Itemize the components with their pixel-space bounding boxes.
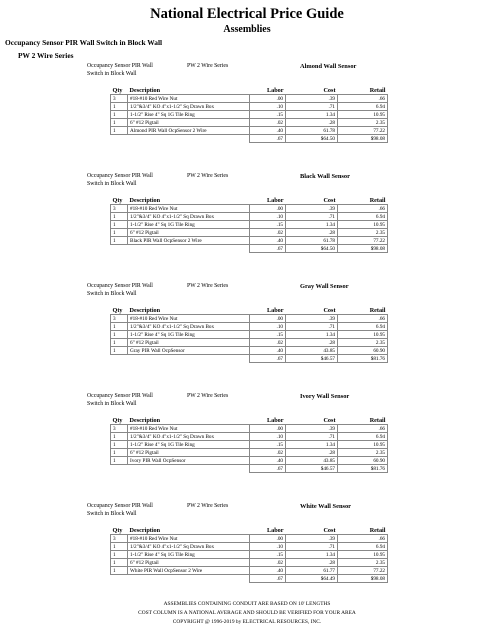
assembly-wire-series: PW 2 Wire Series xyxy=(187,503,229,509)
column-header-labor: Labor xyxy=(266,416,284,424)
column-header-cost: Cost xyxy=(323,196,336,204)
cell-labor: .40 xyxy=(250,567,286,575)
total-row xyxy=(111,245,388,253)
cell-description: Ivory PIR Wall OcpSensor xyxy=(128,457,250,465)
table-row xyxy=(111,229,388,237)
cell-qty: 1 xyxy=(111,433,128,441)
cell-cost: 43.85 xyxy=(286,457,338,465)
table-header-row xyxy=(111,196,388,205)
column-header-cost: Cost xyxy=(323,306,336,314)
assembly-item-line2: Switch in Block Wall xyxy=(87,511,137,517)
table-row xyxy=(111,205,388,213)
cell-description: 1-1/2" Rise 4" Sq 1G Tile Ring xyxy=(128,221,250,229)
cell-labor: .02 xyxy=(250,119,286,127)
cell-description: 1/2"&3/4" KO 4"x1-1/2" Sq Drawn Box xyxy=(128,433,250,441)
cell-cost: 1.34 xyxy=(286,551,338,559)
cell-cost: .71 xyxy=(286,433,338,441)
column-header-qty: Qty xyxy=(112,86,123,94)
cell-description: 1/2"&3/4" KO 4"x1-1/2" Sq Drawn Box xyxy=(128,543,250,551)
cell-description: 1-1/2" Rise 4" Sq 1G Tile Ring xyxy=(128,111,250,119)
cell-description: 6" #12 Pigtail xyxy=(128,339,250,347)
cell-labor: .02 xyxy=(250,229,286,237)
cell-qty: 1 xyxy=(111,567,128,575)
total-cost: $64.49 xyxy=(286,575,338,583)
table-row xyxy=(111,103,388,111)
cell-description: #18-#10 Red Wire Nut xyxy=(128,315,250,323)
cell-labor: .02 xyxy=(250,449,286,457)
cell-qty: 1 xyxy=(111,551,128,559)
table-header-row xyxy=(111,86,388,95)
cell-labor: .15 xyxy=(250,111,286,119)
assembly-color-title: Almond Wall Sensor xyxy=(300,63,357,70)
column-header-description: Description xyxy=(129,86,161,94)
column-header-retail: Retail xyxy=(369,196,386,204)
cell-description: Black PIR Wall OcpSensor 2 Wire xyxy=(128,237,250,245)
cell-labor: .15 xyxy=(250,441,286,449)
cell-cost: .39 xyxy=(286,425,338,433)
cell-description: 1-1/2" Rise 4" Sq 1G Tile Ring xyxy=(128,441,250,449)
table-row xyxy=(111,567,388,575)
cell-qty: 3 xyxy=(111,315,128,323)
table-header-row xyxy=(111,526,388,535)
assembly-item-line2: Switch in Block Wall xyxy=(87,71,137,77)
cell-cost: 61.78 xyxy=(286,237,338,245)
cell-description: 1-1/2" Rise 4" Sq 1G Tile Ring xyxy=(128,331,250,339)
total-labor: .67 xyxy=(250,245,286,253)
assembly-header xyxy=(0,393,494,414)
cell-labor: .40 xyxy=(250,237,286,245)
cell-description: Gray PIR Wall OcpSensor xyxy=(128,347,250,355)
column-header-retail: Retail xyxy=(369,86,386,94)
cell-qty: 1 xyxy=(111,559,128,567)
cell-labor: .10 xyxy=(250,213,286,221)
assembly-table xyxy=(110,416,388,473)
column-header-qty: Qty xyxy=(112,196,123,204)
cell-retail: 77.22 xyxy=(338,237,388,245)
cell-description: Almond PIR Wall OcpSensor 2 Wire xyxy=(128,127,250,135)
cell-qty: 1 xyxy=(111,229,128,237)
cell-retail: 60.90 xyxy=(338,457,388,465)
cell-description: 6" #12 Pigtail xyxy=(128,449,250,457)
assembly-wire-series: PW 2 Wire Series xyxy=(187,283,229,289)
column-header-retail: Retail xyxy=(369,526,386,534)
cell-description: White PIR Wall OcpSensor 2 Wire xyxy=(128,567,250,575)
series-label: PW 2 Wire Series xyxy=(18,51,74,60)
total-spacer xyxy=(111,135,128,143)
column-header-qty: Qty xyxy=(112,416,123,424)
table-row xyxy=(111,347,388,355)
assembly-block xyxy=(0,63,494,173)
column-header-cost: Cost xyxy=(323,416,336,424)
cell-retail: 10.95 xyxy=(338,111,388,119)
assembly-wire-series: PW 2 Wire Series xyxy=(187,173,229,179)
cell-retail: 6.94 xyxy=(338,543,388,551)
table-row xyxy=(111,457,388,465)
assembly-item-line1: Occupancy Sensor PIR Wall xyxy=(87,503,153,509)
cell-retail: .66 xyxy=(338,425,388,433)
cell-cost: 43.85 xyxy=(286,347,338,355)
table-row xyxy=(111,331,388,339)
assembly-header xyxy=(0,283,494,304)
cell-cost: .71 xyxy=(286,323,338,331)
total-spacer xyxy=(111,465,128,473)
assembly-table xyxy=(110,196,388,253)
total-retail: $81.76 xyxy=(338,465,388,473)
cell-retail: 2.35 xyxy=(338,339,388,347)
column-header-description: Description xyxy=(129,416,161,424)
cell-cost: 61.78 xyxy=(286,127,338,135)
table-row xyxy=(111,433,388,441)
assembly-header xyxy=(0,173,494,194)
assembly-color-title: Gray Wall Sensor xyxy=(300,283,349,290)
cell-cost: .71 xyxy=(286,103,338,111)
footer-copyright: COPYRIGHT @ 1996-2019 by ELECTRICAL RESOURCES, INC. xyxy=(172,619,322,625)
cell-retail: 6.94 xyxy=(338,433,388,441)
assembly-item-line1: Occupancy Sensor PIR Wall xyxy=(87,63,153,69)
cell-cost: .28 xyxy=(286,449,338,457)
cell-qty: 1 xyxy=(111,221,128,229)
cell-retail: 2.35 xyxy=(338,449,388,457)
cell-labor: .00 xyxy=(250,315,286,323)
cell-description: #18-#10 Red Wire Nut xyxy=(128,205,250,213)
cell-labor: .10 xyxy=(250,103,286,111)
assembly-item-line2: Switch in Block Wall xyxy=(87,181,137,187)
total-row xyxy=(111,465,388,473)
cell-description: 6" #12 Pigtail xyxy=(128,559,250,567)
cell-qty: 1 xyxy=(111,331,128,339)
table-row xyxy=(111,441,388,449)
assembly-block xyxy=(0,393,494,503)
cell-cost: 61.77 xyxy=(286,567,338,575)
total-spacer xyxy=(128,135,250,143)
page-subtitle: Assemblies xyxy=(223,24,271,35)
cell-qty: 1 xyxy=(111,119,128,127)
total-retail: $98.08 xyxy=(338,575,388,583)
total-spacer xyxy=(128,465,250,473)
cell-qty: 3 xyxy=(111,425,128,433)
total-cost: $64.50 xyxy=(286,245,338,253)
column-header-labor: Labor xyxy=(266,86,284,94)
cell-qty: 1 xyxy=(111,111,128,119)
cell-description: 6" #12 Pigtail xyxy=(128,229,250,237)
cell-cost: .28 xyxy=(286,229,338,237)
cell-qty: 3 xyxy=(111,95,128,103)
table-row xyxy=(111,221,388,229)
total-cost: $64.50 xyxy=(286,135,338,143)
column-header-labor: Labor xyxy=(266,306,284,314)
table-row xyxy=(111,535,388,543)
cell-cost: .71 xyxy=(286,543,338,551)
cell-cost: .39 xyxy=(286,205,338,213)
cell-labor: .40 xyxy=(250,347,286,355)
cell-retail: 77.22 xyxy=(338,567,388,575)
table-row xyxy=(111,111,388,119)
cell-cost: .39 xyxy=(286,315,338,323)
table-header-row xyxy=(111,306,388,315)
page-title: National Electrical Price Guide xyxy=(150,6,344,22)
total-row xyxy=(111,135,388,143)
total-row xyxy=(111,355,388,363)
total-retail: $98.08 xyxy=(338,245,388,253)
cell-retail: 2.35 xyxy=(338,119,388,127)
assembly-header xyxy=(0,63,494,84)
assembly-color-title: Black Wall Sensor xyxy=(300,173,350,180)
column-header-labor: Labor xyxy=(266,196,284,204)
assembly-table xyxy=(110,306,388,363)
cell-retail: .66 xyxy=(338,535,388,543)
cell-labor: .10 xyxy=(250,433,286,441)
table-header-row xyxy=(111,416,388,425)
table-row xyxy=(111,449,388,457)
cell-qty: 1 xyxy=(111,213,128,221)
total-spacer xyxy=(128,355,250,363)
assembly-item-line1: Occupancy Sensor PIR Wall xyxy=(87,173,153,179)
cell-labor: .10 xyxy=(250,543,286,551)
total-spacer xyxy=(128,575,250,583)
total-spacer xyxy=(111,355,128,363)
cell-labor: .15 xyxy=(250,551,286,559)
cell-qty: 1 xyxy=(111,127,128,135)
cell-qty: 1 xyxy=(111,237,128,245)
cell-labor: .00 xyxy=(250,425,286,433)
total-labor: .67 xyxy=(250,355,286,363)
total-cost: $46.57 xyxy=(286,355,338,363)
column-header-labor: Labor xyxy=(266,526,284,534)
cell-qty: 3 xyxy=(111,535,128,543)
total-retail: $81.76 xyxy=(338,355,388,363)
total-retail: $98.08 xyxy=(338,135,388,143)
cell-labor: .02 xyxy=(250,559,286,567)
cell-retail: 10.95 xyxy=(338,331,388,339)
total-labor: .67 xyxy=(250,575,286,583)
assembly-color-title: White Wall Sensor xyxy=(300,503,352,510)
cell-qty: 1 xyxy=(111,347,128,355)
table-row xyxy=(111,119,388,127)
cell-qty: 3 xyxy=(111,205,128,213)
assembly-block xyxy=(0,503,494,613)
column-header-qty: Qty xyxy=(112,306,123,314)
cell-retail: .66 xyxy=(338,95,388,103)
cell-labor: .15 xyxy=(250,221,286,229)
cell-description: 1-1/2" Rise 4" Sq 1G Tile Ring xyxy=(128,551,250,559)
footer-line-2: COST COLUMN IS A NATIONAL AVERAGE AND SHOULD BE VERIFIED FOR YOUR AREA xyxy=(138,610,356,616)
cell-cost: .71 xyxy=(286,213,338,221)
assembly-heading: Occupancy Sensor PIR Wall Switch in Block Wall xyxy=(5,38,163,47)
cell-labor: .40 xyxy=(250,457,286,465)
table-row xyxy=(111,425,388,433)
assembly-block xyxy=(0,283,494,393)
assembly-item-line2: Switch in Block Wall xyxy=(87,291,137,297)
cell-labor: .00 xyxy=(250,535,286,543)
cell-qty: 1 xyxy=(111,449,128,457)
cell-description: #18-#10 Red Wire Nut xyxy=(128,95,250,103)
assembly-item-line1: Occupancy Sensor PIR Wall xyxy=(87,393,153,399)
cell-cost: .28 xyxy=(286,559,338,567)
cell-cost: .39 xyxy=(286,535,338,543)
column-header-description: Description xyxy=(129,196,161,204)
total-spacer xyxy=(111,245,128,253)
cell-description: 1/2"&3/4" KO 4"x1-1/2" Sq Drawn Box xyxy=(128,213,250,221)
cell-labor: .15 xyxy=(250,331,286,339)
table-row xyxy=(111,213,388,221)
assembly-item-line1: Occupancy Sensor PIR Wall xyxy=(87,283,153,289)
table-row xyxy=(111,559,388,567)
total-cost: $46.57 xyxy=(286,465,338,473)
assembly-header xyxy=(0,503,494,524)
column-header-description: Description xyxy=(129,526,161,534)
assembly-item-line2: Switch in Block Wall xyxy=(87,401,137,407)
table-row xyxy=(111,95,388,103)
column-header-retail: Retail xyxy=(369,306,386,314)
column-header-retail: Retail xyxy=(369,416,386,424)
column-header-cost: Cost xyxy=(323,526,336,534)
cell-labor: .10 xyxy=(250,323,286,331)
cell-retail: 10.95 xyxy=(338,221,388,229)
total-spacer xyxy=(111,575,128,583)
assembly-wire-series: PW 2 Wire Series xyxy=(187,63,229,69)
table-row xyxy=(111,323,388,331)
cell-retail: 60.90 xyxy=(338,347,388,355)
cell-description: 1/2"&3/4" KO 4"x1-1/2" Sq Drawn Box xyxy=(128,323,250,331)
assembly-block xyxy=(0,173,494,283)
cell-retail: 77.22 xyxy=(338,127,388,135)
table-row xyxy=(111,543,388,551)
cell-retail: 6.94 xyxy=(338,103,388,111)
cell-qty: 1 xyxy=(111,323,128,331)
assembly-wire-series: PW 2 Wire Series xyxy=(187,393,229,399)
cell-retail: .66 xyxy=(338,205,388,213)
table-row xyxy=(111,315,388,323)
cell-description: #18-#10 Red Wire Nut xyxy=(128,535,250,543)
footer-line-1: ASSEMBLIES CONTAINING CONDUIT ARE BASED ON 10' LENGTHS xyxy=(163,601,331,607)
cell-cost: 1.34 xyxy=(286,331,338,339)
total-spacer xyxy=(128,245,250,253)
total-labor: .67 xyxy=(250,135,286,143)
assembly-color-title: Ivory Wall Sensor xyxy=(300,393,350,400)
cell-labor: .40 xyxy=(250,127,286,135)
table-row xyxy=(111,127,388,135)
cell-retail: 10.95 xyxy=(338,441,388,449)
cell-qty: 1 xyxy=(111,103,128,111)
assembly-table xyxy=(110,86,388,143)
cell-description: 6" #12 Pigtail xyxy=(128,119,250,127)
cell-cost: 1.34 xyxy=(286,111,338,119)
assembly-list xyxy=(0,63,494,613)
cell-labor: .00 xyxy=(250,95,286,103)
column-header-cost: Cost xyxy=(323,86,336,94)
cell-qty: 1 xyxy=(111,543,128,551)
table-row xyxy=(111,339,388,347)
cell-retail: 2.35 xyxy=(338,559,388,567)
cell-cost: 1.34 xyxy=(286,441,338,449)
cell-labor: .02 xyxy=(250,339,286,347)
cell-retail: 6.94 xyxy=(338,323,388,331)
assembly-table xyxy=(110,526,388,583)
cell-cost: .28 xyxy=(286,339,338,347)
cell-retail: .66 xyxy=(338,315,388,323)
cell-retail: 10.95 xyxy=(338,551,388,559)
total-labor: .67 xyxy=(250,465,286,473)
cell-labor: .00 xyxy=(250,205,286,213)
cell-qty: 1 xyxy=(111,339,128,347)
cell-cost: .39 xyxy=(286,95,338,103)
cell-retail: 2.35 xyxy=(338,229,388,237)
column-header-qty: Qty xyxy=(112,526,123,534)
column-header-description: Description xyxy=(129,306,161,314)
cell-cost: .28 xyxy=(286,119,338,127)
cell-retail: 6.94 xyxy=(338,213,388,221)
cell-cost: 1.34 xyxy=(286,221,338,229)
cell-qty: 1 xyxy=(111,441,128,449)
table-row xyxy=(111,551,388,559)
cell-description: #18-#10 Red Wire Nut xyxy=(128,425,250,433)
cell-description: 1/2"&3/4" KO 4"x1-1/2" Sq Drawn Box xyxy=(128,103,250,111)
total-row xyxy=(111,575,388,583)
table-row xyxy=(111,237,388,245)
cell-qty: 1 xyxy=(111,457,128,465)
